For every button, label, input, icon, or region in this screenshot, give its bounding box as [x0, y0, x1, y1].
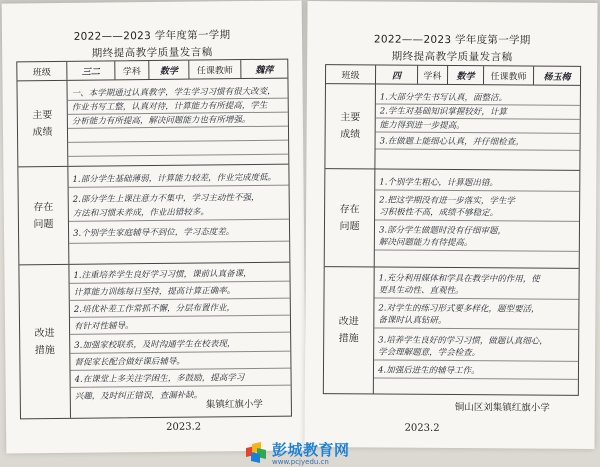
handwritten-line: 更具生动性、直观性。	[378, 285, 464, 297]
handwritten-line: 1.个别学生粗心，计算题出错。	[379, 177, 498, 189]
section-label: 主要成绩	[325, 84, 376, 168]
handwritten-line: 3.部分学生做题时没有仔细审题，	[378, 225, 507, 237]
handwritten-line: 督促家长配合做好课后辅导。	[74, 356, 185, 368]
section-label: 主要成绩	[17, 81, 68, 167]
right-school-name: 铜山区刘集镇红旗小学	[454, 402, 550, 414]
right-section-achievements	[325, 84, 580, 171]
handwritten-line: 1.大部分学生书写认真，面整洁。	[379, 92, 508, 104]
handwritten-line: 1.注重培养学生良好学习习惯，课前认真备课，	[73, 268, 252, 281]
handwritten-line: 3.加强家校联系，及时沟通学生在校表现，	[74, 339, 236, 351]
left-report-sheet	[2, 0, 307, 453]
left-date: 2023.2	[166, 421, 202, 433]
section-label: 存在问题	[18, 167, 69, 265]
book-logo-icon	[246, 441, 268, 463]
right-report-sheet	[304, 1, 597, 449]
handwritten-line: 方法和习惯未养成，作业出错较多。	[72, 207, 209, 219]
teacher-label: 任课教师	[484, 66, 534, 84]
left-report-table	[16, 59, 292, 420]
left-document-title: 期终提高教学质量发言稿	[91, 46, 213, 60]
teacher-label: 任课教师	[189, 60, 241, 79]
handwritten-line: 分析能力有所提高，解决问题能力也有所增强。	[71, 114, 251, 127]
left-period-title: 2022——2023 学年度第一学期	[73, 29, 231, 43]
class-label: 班级	[17, 62, 67, 81]
watermark-name: 彭城教育网	[272, 440, 350, 459]
class-label: 班级	[326, 65, 376, 83]
subject-label: 学科	[115, 61, 149, 79]
handwritten-line: 能力得到进一步提高。	[379, 120, 465, 132]
class-value: 三二	[67, 61, 115, 80]
handwritten-line: 2.对学生的练习形式要多样化，题型要活，	[378, 303, 540, 315]
right-section-improvements	[324, 267, 579, 395]
handwritten-line: 3.培养学生良好的学习习惯，做题认真细心，	[378, 335, 548, 347]
left-section-achievements	[17, 79, 288, 168]
subject-value: 数学	[149, 61, 189, 79]
watermark-url: www.pcjyedu.cn	[272, 457, 329, 466]
handwritten-line: 2.学生对基础知识掌握较好，计算	[379, 106, 507, 118]
subject-label: 学科	[418, 66, 448, 84]
handwritten-line: 一、本学期通过认真教学，学生学习习惯有很大改变，	[71, 86, 276, 99]
handwritten-line: 兴趣，及时纠正错误，查漏补缺。	[74, 390, 203, 402]
section-label: 存在问题	[325, 169, 376, 266]
handwritten-line: 4.在课堂上多关注学困生，多鼓励，提高学习	[74, 373, 245, 385]
section-label: 改进措施	[324, 267, 375, 393]
right-document-title: 期终提高教学质量发言稿	[391, 50, 513, 64]
right-date: 2023.2	[404, 422, 440, 434]
class-value: 四	[376, 65, 418, 83]
section-label: 改进措施	[19, 265, 71, 419]
handwritten-line: 2.把这学期没有进一步落实，学生学	[379, 195, 515, 207]
left-school-name: 集镇红旗小学	[205, 398, 263, 411]
handwritten-line: 学会理解题意，学会检查。	[378, 347, 481, 359]
handwritten-line: 4.加强后进生的辅导工作。	[377, 365, 480, 377]
handwritten-line: 计算能力训练每日坚持，提高计算正确率。	[73, 286, 236, 298]
left-section-problems	[18, 165, 289, 266]
right-section-problems	[325, 169, 580, 269]
right-period-title: 2022——2023 学年度第一学期	[373, 33, 531, 47]
handwritten-line: 2.培优补差工作常抓不懈，分层布置作业，	[73, 303, 236, 315]
right-report-table	[323, 64, 581, 396]
handwritten-line: 1.充分利用媒体和学具在教学中的作用，使	[378, 273, 540, 285]
teacher-value: 杨玉梅	[543, 72, 571, 83]
handwritten-line: 2.部分学生上课注意力不集中，学习主动性不强，	[72, 192, 260, 205]
right-header-row	[326, 65, 580, 86]
handwritten-line: 作业书写工整，认真对待，计算能力有所提高，学生	[71, 100, 268, 113]
handwritten-line: 解决问题能力有待提高。	[378, 237, 473, 249]
subject-value: 数学	[448, 66, 484, 84]
site-watermark	[246, 438, 371, 466]
handwritten-line: 习积极性不高，成绩不够稳定。	[379, 207, 499, 219]
handwritten-line: 备课时认真钻研。	[378, 315, 447, 326]
handwritten-line: 1.部分学生基础薄弱，计算能力较差，作业完成度低。	[72, 172, 277, 185]
handwritten-line: 3.在做题上能细心认真，并仔细检查。	[379, 136, 524, 148]
handwritten-line: 有针对性辅导。	[73, 321, 134, 332]
handwritten-line: 3.个别学生家庭辅导不到位，学习态度差。	[73, 227, 235, 239]
teacher-value: 魏萍	[255, 65, 274, 76]
